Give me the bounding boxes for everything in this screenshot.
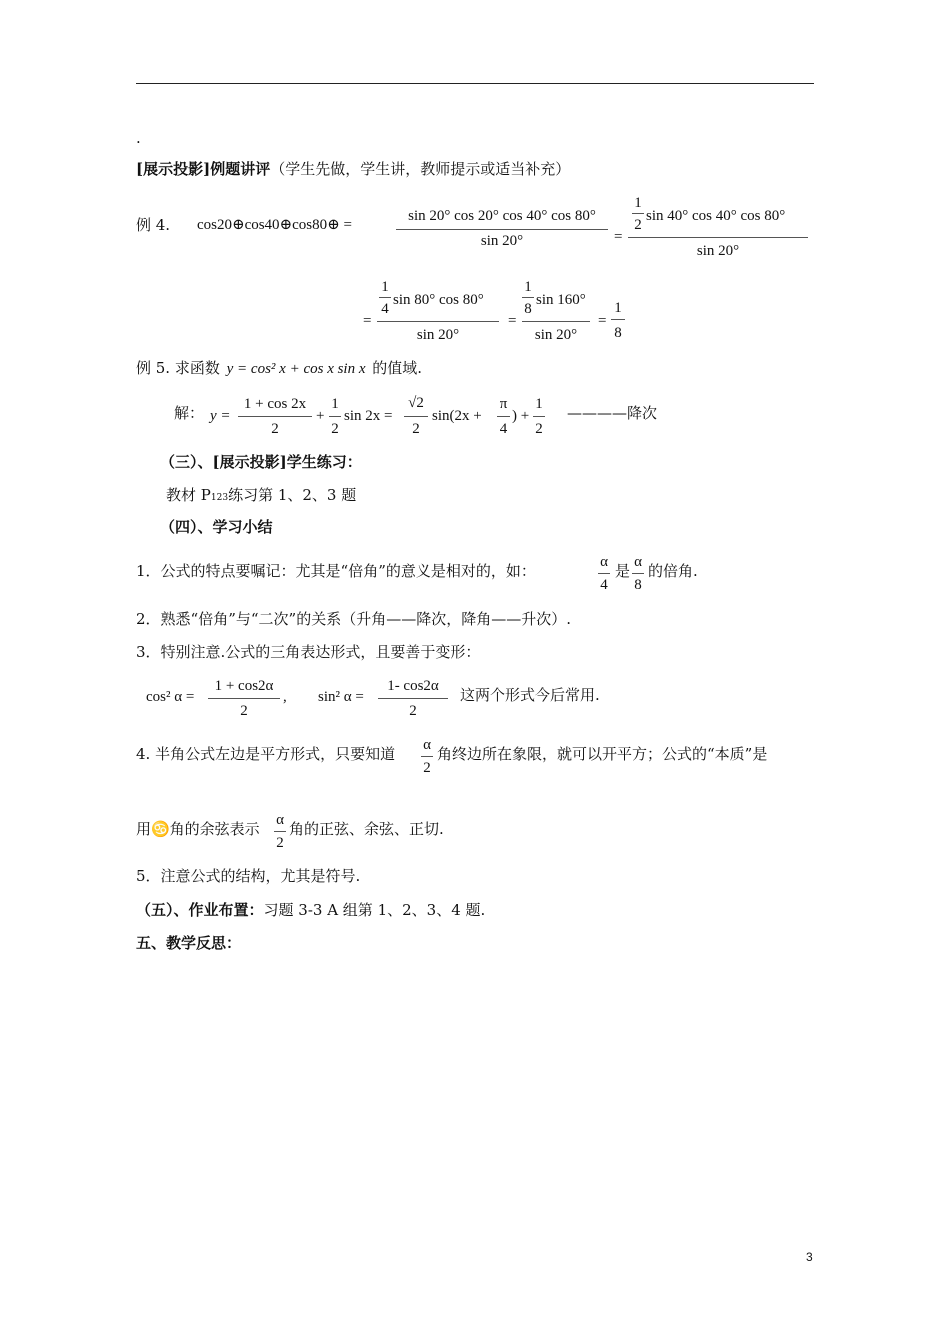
denominator: 4: [600, 577, 608, 593]
solution-fraction-4: [497, 397, 510, 439]
plus-sign: +: [316, 408, 325, 424]
close-plus: ) +: [512, 408, 530, 424]
comma: ,: [283, 689, 287, 705]
fraction-bar: [522, 321, 590, 322]
point4-fraction-alpha-2: [421, 738, 433, 776]
point4-post: 角终边所在象限，就可以开平方；公式的“本质”是: [437, 745, 768, 763]
demo-heading: [136, 162, 570, 177]
example5-prefix: 例 5. 求函数: [136, 359, 220, 377]
point1-mid: 是: [615, 562, 631, 580]
point1-text: 1．公式的特点要嘱记：尤其是“倍角”的意义是相对的，如：: [136, 562, 536, 580]
result-numerator: 1: [614, 300, 622, 316]
denominator: 2: [271, 421, 279, 437]
fraction-bar: [396, 229, 608, 230]
numerator: α: [634, 554, 642, 570]
equals-sign: =: [614, 229, 623, 245]
coefficient-numerator: 1: [524, 279, 532, 295]
fraction-bar: [421, 756, 433, 757]
point4-line2-pre: 用♋角的余弦表示: [136, 820, 260, 838]
numerator: α: [423, 737, 431, 753]
example4-step1-fraction: [396, 209, 608, 251]
solution-fraction-1: [238, 397, 312, 439]
example5-line: [136, 361, 422, 377]
fraction-bar: [628, 237, 808, 238]
equals-sign: =: [598, 313, 607, 329]
point4-line2-post: 角的正弦、余弦、正切.: [289, 820, 444, 838]
sin-open: sin(2x +: [432, 408, 482, 424]
example4-step2-denominator: sin 20°: [696, 243, 740, 259]
cos-squared-lhs: cos² α =: [146, 689, 195, 705]
page-number: 3: [806, 1250, 813, 1264]
fraction-bar: [377, 321, 499, 322]
fraction-bar: [329, 416, 341, 417]
result-denominator: 8: [614, 325, 622, 341]
point4-pre: 4. 半角公式左边是平方形式，只要知道: [136, 745, 396, 763]
numerator: α: [600, 554, 608, 570]
equals-sign: =: [363, 313, 372, 329]
fraction-bar: [522, 297, 534, 298]
sin-squared-lhs: sin² α =: [318, 689, 364, 705]
example4-step4-denominator: sin 20°: [534, 327, 578, 343]
coefficient-denominator: 2: [634, 217, 642, 233]
fraction-bar: [598, 573, 610, 574]
fraction-bar: [632, 213, 644, 214]
point1-end: 的倍角.: [648, 562, 698, 580]
numerator: 1- cos2α: [387, 678, 439, 694]
example4-step2-numerator: sin 40° cos 40° cos 80°: [646, 208, 786, 224]
example4-step2-fraction: [628, 196, 808, 262]
section5-title: （五）、作业布置：: [136, 901, 264, 919]
denominator: 2: [276, 835, 284, 851]
numerator: α: [276, 812, 284, 828]
fraction-bar: [404, 416, 428, 417]
solution-label: 解：: [174, 404, 205, 422]
example4-step3-numerator: sin 80° cos 80°: [393, 292, 484, 308]
stray-dot: .: [136, 129, 141, 147]
example4-step3-denominator: sin 20°: [416, 327, 460, 343]
point4-line2-fraction-alpha-2: [274, 813, 286, 851]
example4-step3-coefficient: [379, 280, 391, 320]
denominator: 2: [535, 421, 543, 437]
reflection-title: 五、教学反思：: [136, 934, 242, 952]
sin-2x: sin 2x =: [344, 408, 393, 424]
example4-step4-numerator: sin 160°: [536, 292, 586, 308]
denominator: 2: [409, 703, 417, 719]
example4-step3-fraction: [377, 280, 499, 346]
fraction-bar: [378, 698, 448, 699]
solution-note: ————降次: [567, 404, 658, 422]
coefficient-numerator: 1: [381, 279, 389, 295]
section3-title: （三）、[展示投影]学生练习：: [160, 453, 362, 471]
denominator: 8: [634, 577, 642, 593]
denominator: 2: [423, 760, 431, 776]
fraction-bar: [611, 319, 625, 320]
numerator: 1: [535, 396, 543, 412]
numerator: π: [499, 396, 508, 412]
textbook-page-subscript: 123: [210, 493, 229, 503]
section5-homework: [136, 903, 485, 918]
example4-step1-denominator: sin 20°: [480, 233, 524, 249]
example4-step1-numerator: sin 20° cos 20° cos 40° cos 80°: [408, 208, 596, 224]
demo-heading-note: （学生先做，学生讲，教师提示或适当补充）: [270, 160, 571, 178]
point5-text: 5．注意公式的结构，尤其是符号.: [136, 867, 361, 885]
numerator: 1: [331, 396, 339, 412]
example4-result-fraction: [611, 301, 625, 343]
solution-fraction-2: [329, 397, 341, 439]
equals-sign: =: [508, 313, 517, 329]
fraction-bar: [497, 416, 510, 417]
example4-step2-coefficient: [632, 196, 644, 236]
example4-lhs: cos20⊕cos40⊕cos80⊕ =: [197, 217, 352, 233]
section4-title: （四）、学习小结: [160, 518, 273, 536]
example4-step4-coefficient: [522, 280, 534, 320]
cos-squared-fraction: [208, 679, 280, 721]
sin-squared-fraction: [378, 679, 448, 721]
fraction-bar: [379, 297, 391, 298]
denominator: 2: [412, 421, 420, 437]
example4-step4-fraction: [522, 280, 590, 346]
numerator: 1 + cos 2x: [243, 396, 307, 412]
numerator: √2: [408, 395, 424, 411]
fraction-bar: [274, 831, 286, 832]
fraction-bar: [238, 416, 312, 417]
coefficient-numerator: 1: [634, 195, 642, 211]
example5-suffix: 的值域.: [372, 359, 423, 377]
denominator: 4: [499, 421, 508, 437]
point1-fraction-alpha-8: [632, 555, 644, 593]
demo-heading-bold: [展示投影]例题讲评: [136, 160, 271, 178]
coefficient-denominator: 4: [381, 301, 389, 317]
fraction-bar: [533, 416, 545, 417]
fraction-bar: [632, 573, 644, 574]
point2-text: 2．熟悉“倍角”与“二次”的关系（升角——降次，降角——升次）.: [136, 610, 571, 628]
textbook-prefix: 教材 P: [166, 486, 211, 504]
section5-text: 习题 3-3 A 组第 1、2、3、4 题.: [263, 901, 486, 919]
example4-label: 例 4.: [136, 216, 171, 234]
point3-text: 3．特别注意.公式的三角表达形式，且要善于变形：: [136, 643, 481, 661]
textbook-suffix: 练习第 1、2、3 题: [228, 486, 357, 504]
fraction-bar: [208, 698, 280, 699]
example5-function: y = cos² x + cos x sin x: [226, 361, 366, 377]
coefficient-denominator: 8: [524, 301, 532, 317]
denominator: 2: [240, 703, 248, 719]
denominator: 2: [331, 421, 339, 437]
solution-fraction-3: [404, 396, 428, 439]
numerator: 1 + cos2α: [214, 678, 274, 694]
textbook-exercise: [166, 488, 356, 503]
formulas-note: 这两个形式今后常用.: [460, 686, 600, 704]
point1-fraction-alpha-4: [598, 555, 610, 593]
solution-y: y =: [210, 408, 231, 424]
header-rule: [136, 83, 814, 84]
solution-fraction-5: [533, 397, 545, 439]
